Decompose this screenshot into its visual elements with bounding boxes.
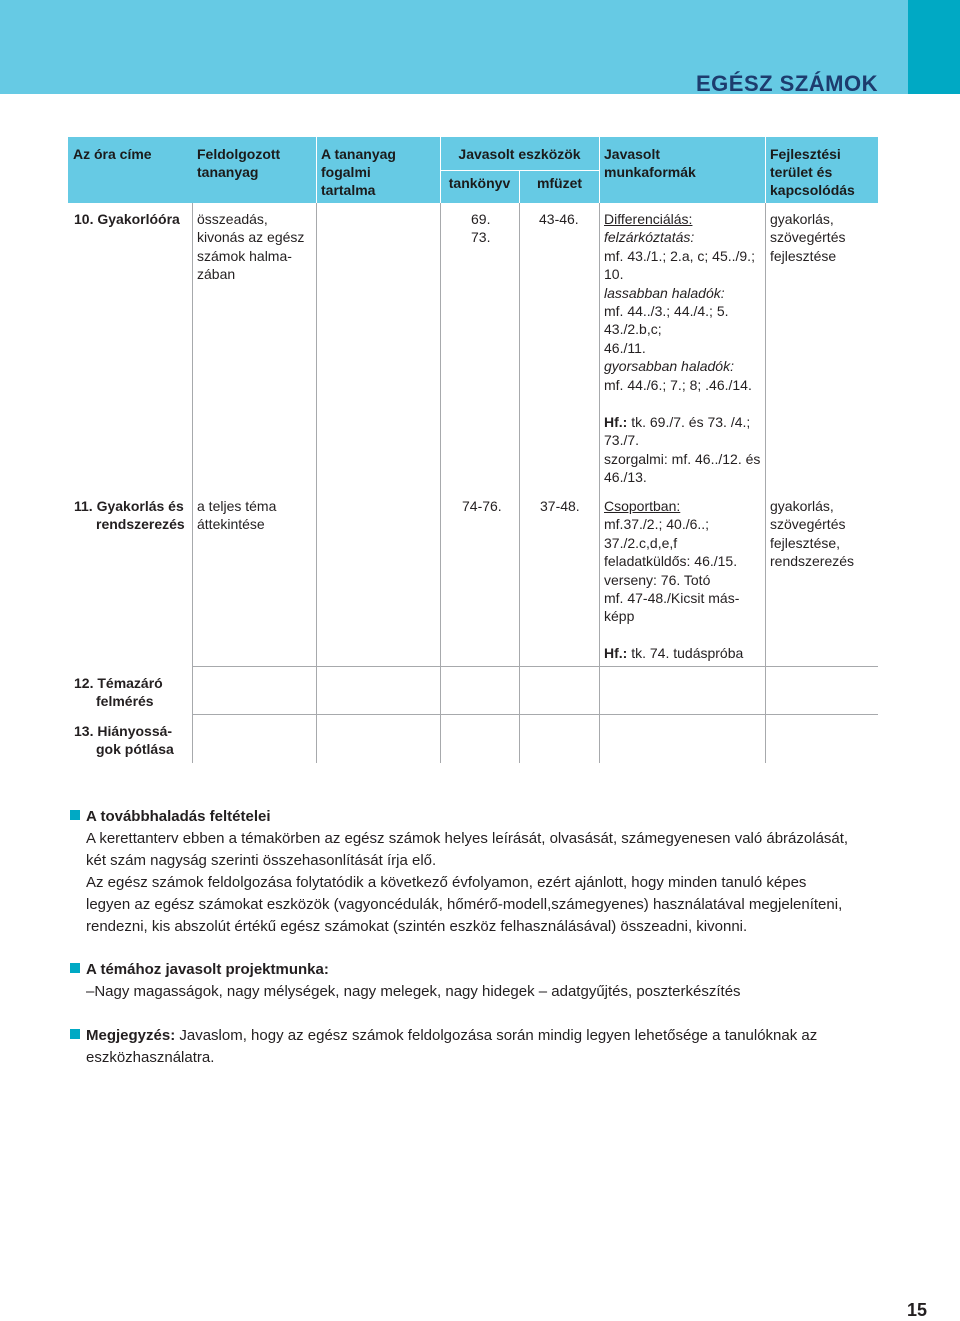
header-col-tools: Javasolt eszközök tankönyv mfüzet [440, 137, 599, 203]
header-col-development: Fejlesztési terület és kapcsolódás [765, 137, 878, 203]
page-title: EGÉSZ SZÁMOK [695, 71, 878, 96]
section-progress-conditions: A továbbhaladás feltételei A kerettanterv ebben a témakörben az egész számok helyes leírását, olvasását, számegyenesen való ábrázolását, két szám nagyság szerinti összehasonlítását írja elő. Az egész számok feldolgozása folytatódik a következő évfolyamon, ezért ajánlott, hogy minden tanuló képes legyen az egész számokat eszközök (vagyoncédulák, hőmérő-modell,számegyenes) használatával megjeleníteni, rendezni, kis abszolút értékű egész számokat (szintén eszköz felhasználásával) összeadni, kivonni. [70, 806, 890, 938]
section-project: A témához javasolt projektmunka: –Nagy magasságok, nagy mélységek, nagy melegek, nagy hidegek – adatgyűjtés, poszterkészítés [70, 959, 890, 1003]
row13-title: 13. Hiányossá- gok pótlása [74, 723, 174, 758]
bullet-square-icon [70, 1029, 80, 1039]
row10-workforms: Differenciálás: felzárkóztatás: mf. 43./1.; 2.a, c; 45../9.; 10. lassabban haladók: mf. 44../3.; 44./4.; 5. 43./2.b,c; 46./11. gyorsabban haladók: mf. 44./6.; 7.; 8; .46./14. [604, 211, 755, 393]
bullet-square-icon [70, 963, 80, 973]
row11-title: 11. Gyakorlás és rendszerezés [74, 498, 185, 533]
row12-title: 12. Témazáró felmérés [74, 675, 163, 710]
header-col-concept: A tananyag fogalmi tartalma [316, 137, 440, 203]
row10-development: gyakorlás, szövegértés fejlesztése [770, 211, 846, 264]
row11-topic: a teljes téma áttekintése [197, 498, 277, 533]
bullet-square-icon [70, 810, 80, 820]
section-note: Megjegyzés: Javaslom, hogy az egész számok feldolgozása során mindig legyen lehetősége a tanulóknak az eszközhasználatra. [70, 1025, 890, 1069]
row11-workforms: Csoportban: mf.37./2.; 40./6..; 37./2.c,d,e,f feladatküldős: 46./15. verseny: 76. Totó mf. 47-48./Kicsit más- képp [604, 498, 740, 625]
row10-title: 10. Gyakorlóóra [74, 211, 180, 227]
row10-homework: Hf.: tk. 69./7. és 73. /4.; 73./7. szorgalmi: mf. 46../12. és 46./13. [604, 414, 761, 486]
row10-topic: összeadás, kivonás az egész számok halma- zában [197, 211, 305, 283]
row11-textbook: 74-76. [462, 498, 502, 514]
row10-workbook: 43-46. [539, 211, 579, 227]
row10-textbook: 69. 73. [471, 211, 491, 246]
header-col-topic: Feldolgozott tananyag [192, 137, 316, 203]
header-accent [908, 0, 960, 94]
row11-homework: Hf.: tk. 74. tudáspróba [604, 645, 744, 661]
page-number: 15 [907, 1300, 928, 1320]
row11-development: gyakorlás, szövegértés fejlesztése, rendszerezés [770, 498, 855, 570]
header-col-workforms: Javasolt munkaformák [599, 137, 765, 203]
row11-workbook: 37-48. [540, 498, 580, 514]
header-col-title: Az óra címe [68, 137, 192, 203]
